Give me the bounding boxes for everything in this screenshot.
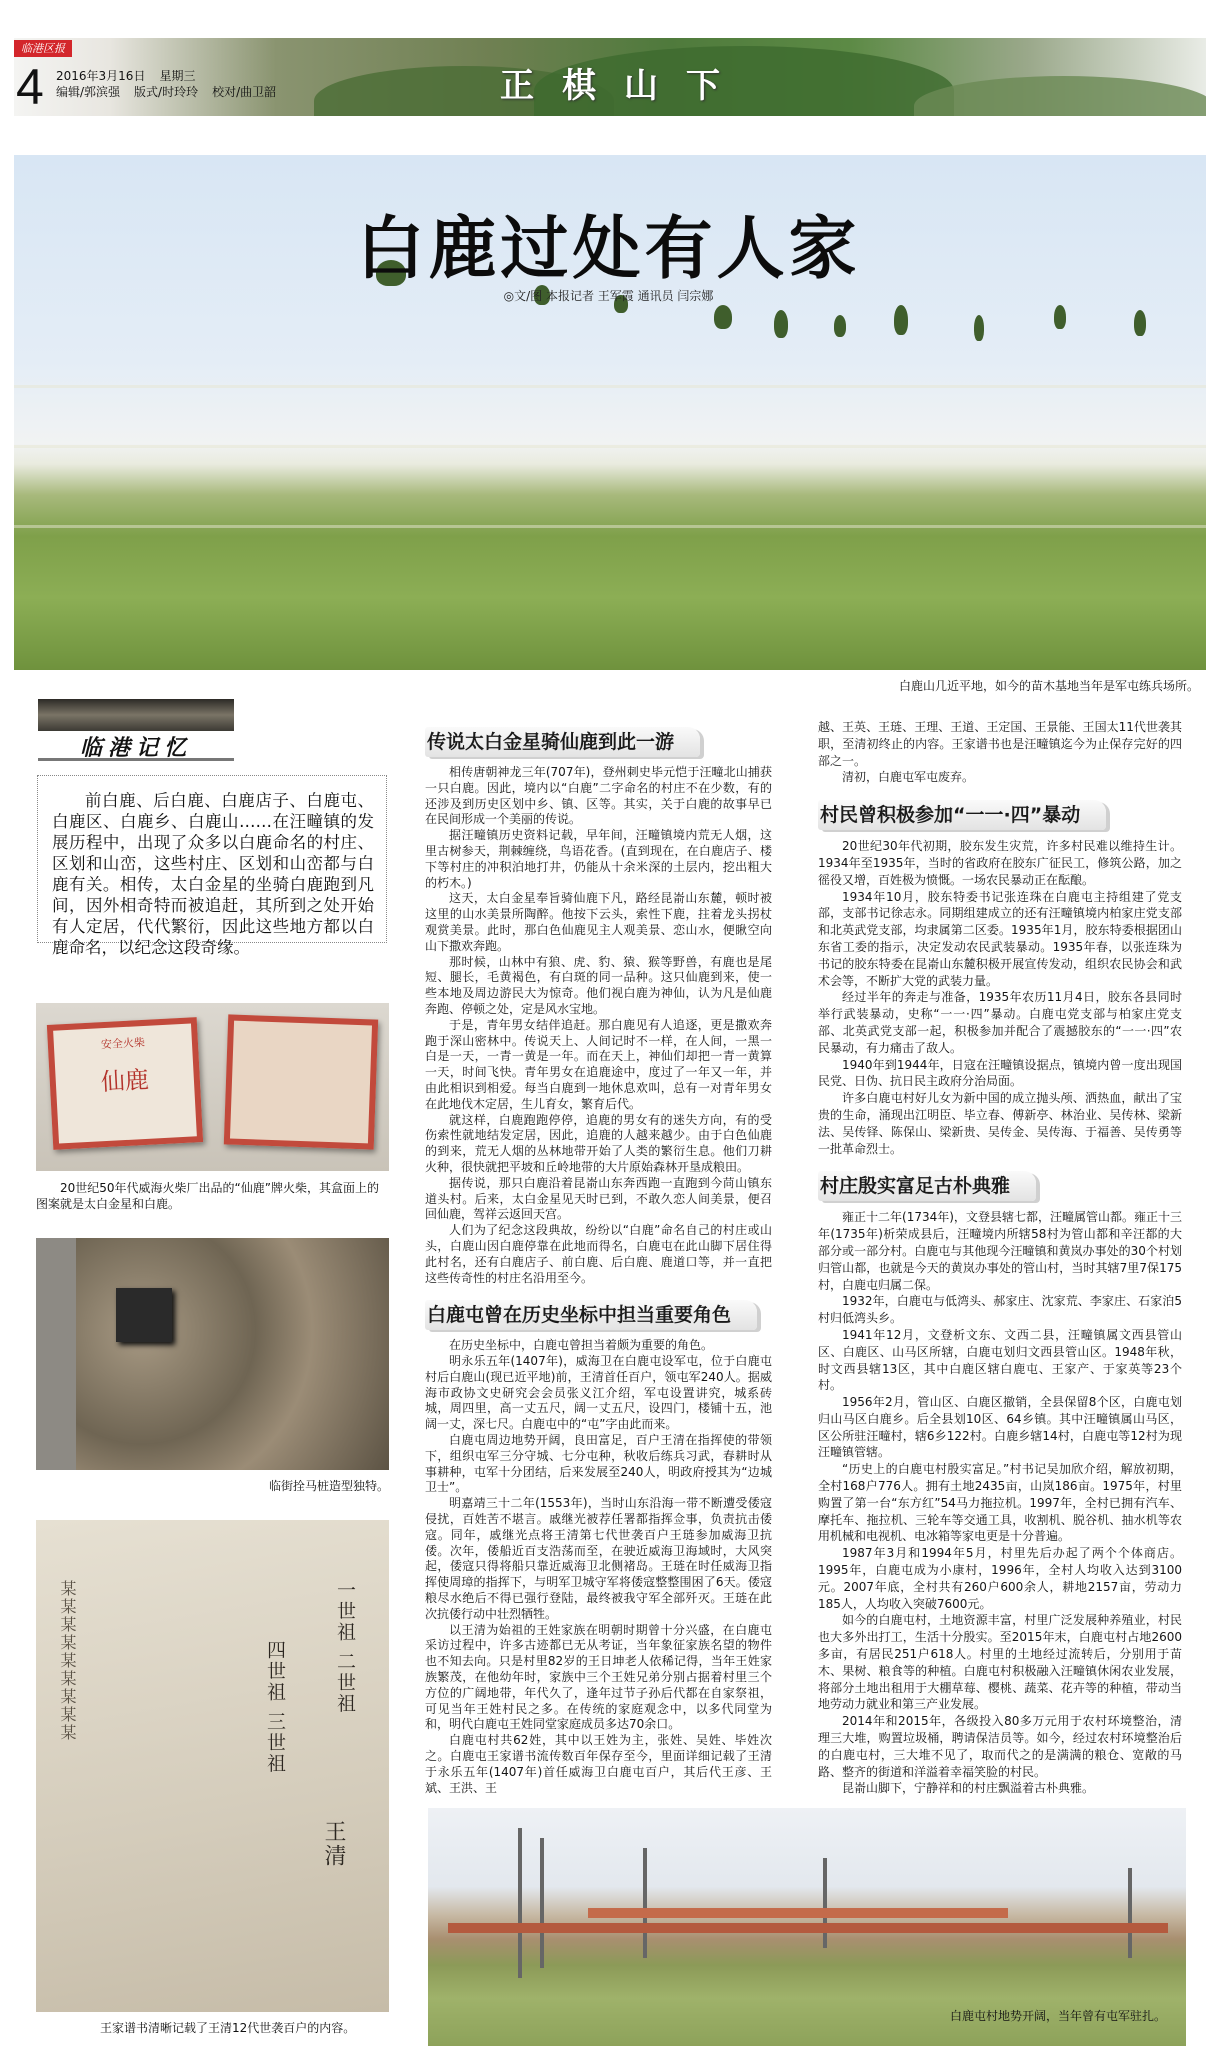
editor-credit: 编辑/郭滨强 xyxy=(56,85,121,99)
article-paragraph: 1934年10月，胶东特委书记张连珠在白鹿屯主持组建了党支部，支部书记徐志永。同期组建成立的还有汪疃镇境内柏家庄党支部和北英武党支部，均隶属第二区委。1935年1月，胶东特委根据团山东省工委的指示，决定发动农民武装暴动。1935年春，以张连珠为书记的胶东特委在昆嵛山东麓积极开展宣传发动，组织农民协会和武术会等，不断扩大党的武装力量。 xyxy=(818,889,1182,988)
hero-photo-caption: 白鹿山几近平地，如今的苗木基地当年是军屯练兵场所。 xyxy=(898,679,1199,693)
sidebar-section-title: 临港记忆 xyxy=(38,731,234,761)
page-number: 4 xyxy=(16,59,44,115)
article-paragraph: 1940年到1944年，日寇在汪疃镇设据点，镇境内曾一度出现国民党、日伪、抗日民主政府分治局面。 xyxy=(818,1057,1182,1089)
article-paragraph: 越、王英、王琏、王理、王道、王定国、王景能、王国太11代世袭其职，至清初终止的内容。王家谱书也是汪疃镇迄今为止保存完好的四部之一。 xyxy=(818,720,1182,768)
section-village xyxy=(818,1171,1182,1797)
article-paragraph: 那时候，山林中有狼、虎、豹、猿、猴等野兽，有鹿也是尾短、腿长，毛黄褐色，有白斑的同一品种。这只仙鹿到来，使一些本地及周边游民大为惊奇。他们视白鹿为神仙，认为凡是仙鹿奔跑、停顿之处，定是风水宝地。 xyxy=(425,954,772,1016)
proofread-credit: 校对/曲卫韶 xyxy=(212,85,277,99)
section-history xyxy=(425,1300,772,1796)
newspaper-logo: 临港区报 xyxy=(14,40,72,57)
section-uprising xyxy=(818,800,1182,1157)
article-paragraph: 相传唐朝神龙三年(707年)，登州刺史毕元恺于汪疃北山捕获一只白鹿。因此，境内以“白鹿”二字命名的村庄不在少数，有的还涉及到历史区划中乡、镇、区等。其实，关于白鹿的故事早已在民间形成一个美丽的传说。 xyxy=(425,765,772,827)
section-heading-history: 白鹿屯曾在历史坐标中担当重要角色 xyxy=(425,1300,757,1330)
matchbox-photo xyxy=(36,1003,389,1171)
genealogy-book-photo: 一世祖 二世祖 四世祖 三世祖 王清 某某某某某某某某某 xyxy=(36,1520,389,2012)
matchbox-back xyxy=(224,1014,378,1149)
article-paragraph: 人们为了纪念这段典故，纷纷以“白鹿”命名自己的村庄或山头，白鹿山因白鹿停靠在此地而得名，白鹿屯在此山脚下居住得此村名，还有白鹿店子、前白鹿、后白鹿、鹿道口等，并一直把这些传奇性的村庄名沿用至今。 xyxy=(425,1223,772,1285)
article-paragraph: 据传说，那只白鹿沿着昆嵛山东奔西跑一直跑到今苘山镇东道头村。后来，太白金星见天时已到，不敢久恋人间美景，便召回仙鹿，驾祥云返回天宫。 xyxy=(425,1175,772,1222)
article-paragraph: 明永乐五年(1407年)，威海卫在白鹿屯设军屯，位于白鹿屯村后白鹿山(现已近平地)前，王清首任百户，领屯军240人。据威海市政协文史研究会会员张义江介绍，军屯设置讲究，城系砖城，周四里，高一丈五尺，阔一丈五尺，设四门，楼铺十五，池阔一丈，深七尺。白鹿屯中的“屯”字由此而来。 xyxy=(425,1354,772,1432)
byline: ◎文/图 本报记者 王军霞 通讯员 闫宗娜 xyxy=(503,289,714,303)
article-paragraph: 据汪疃镇历史资料记载，早年间，汪疃镇境内荒无人烟，这里古树参天，荆棘缠绕，鸟语花香。(直到现在，在白鹿店子、楼下等村庄的冲积泊地打井，仍能从十余米深的土层内，挖出粗大的朽木。) xyxy=(425,828,772,890)
matchbox-label-top: 安全火柴 xyxy=(100,1035,146,1052)
article-paragraph: 2014年和2015年，各级投入80多万元用于农村环境整治，清理三大堆，购置垃圾桶，聘请保洁员等。如今，经过农村环境整治后的白鹿屯村，三大堆不见了，取而代之的是满满的粮仓、宽敞的马路、整齐的街道和洋溢着幸福笑脸的村民。 xyxy=(818,1714,1182,1779)
stone-post-block xyxy=(116,1288,172,1342)
article-paragraph: 白鹿屯周边地势开阔，良田富足，百户王清在指挥使的带领下，组织屯军三分守城、七分屯种，秋收后练兵习武，春耕时从事耕种，屯军十分团结，后来发展至240人，明政府授其为“边城卫士”。 xyxy=(425,1433,772,1495)
genealogy-caption: 王家谱书清晰记载了王清12代世袭百户的内容。 xyxy=(100,2021,356,2035)
village-photo xyxy=(428,1808,1186,2046)
article-paragraph: 如今的白鹿屯村，土地资源丰富，村里广泛发展种养殖业，村民也大多外出打工，生活十分殷实。至2015年末，白鹿屯村占地2600多亩，有居民251户618人。村里的土地经过流转后，分别用于苗木、果树、粮食等的种植。白鹿屯村积极融入汪疃镇休闲农业发展，将部分土地出租用于大棚草莓、樱桃、蔬菜、花卉等的种植，带动当地劳动力就业和第三产业发展。 xyxy=(818,1613,1182,1712)
article-paragraph: 白鹿屯村共62姓，其中以王姓为主，张姓、吴姓、毕姓次之。白鹿屯王家谱书流传数百年保存至今，里面详细记载了王清于永乐五年(1407年)首任威海卫白鹿屯百户，其后代王彦、王斌、王洪、王 xyxy=(425,1733,772,1795)
article-paragraph: 于是，青年男女结伴追赶。那白鹿见有人追逐，更是撒欢奔跑于深山密林中。传说天上、人间记时不一样，在人间，一黑一白是一天，一青一黄是一年。而在天上，神仙们却把一青一黄算一天，时间飞快。青年男女在追鹿途中，度过了一年又一年，并由此相识到相爱。每当白鹿到一地休息欢叫，总有一对青年男女在此地伐木定居，生儿育女，繁育后代。 xyxy=(425,1017,772,1111)
section-heading-village: 村庄殷实富足古朴典雅 xyxy=(818,1171,1036,1201)
intro-box: 前白鹿、后白鹿、白鹿店子、白鹿屯、白鹿区、白鹿乡、白鹿山……在汪疃镇的发展历程中，出现了众多以白鹿命名的村庄、区划和山峦，这些村庄、区划和山峦都与白鹿有关。相传，太白金星的坐骑白鹿跑到凡间，因外相奇特而被追赶，其所到之处开始有人定居，代代繁衍，因此这些地方都以白鹿命名，以纪念这段奇缘。 xyxy=(37,775,387,943)
village-photo-caption: 白鹿屯村地势开阔，当年曾有屯军驻扎。 xyxy=(949,2009,1166,2023)
article-paragraph: 这天，太白金星奉旨骑仙鹿下凡，路经昆嵛山东麓，顿时被这里的山水美景所陶醉。他按下云头，索性下鹿，拄着龙头拐杖观赏美景。此时，那白色仙鹿见主人观美景、恋山水，便瞅空向山下撒欢奔跑。 xyxy=(425,891,772,953)
section-legend xyxy=(425,727,772,1286)
section-heading-uprising: 村民曾积极参加“一一·四”暴动 xyxy=(818,800,1106,830)
memory-banner-image xyxy=(38,699,234,731)
hitching-post-caption: 临街拴马桩造型独特。 xyxy=(268,1479,389,1493)
article-column-middle xyxy=(425,727,772,1796)
article-paragraph: 20世纪30年代初期，胶东发生灾荒，许多村民难以维持生计。1934年至1935年，当时的省政府在胶东广征民工，修筑公路，加之徭役又增，百姓极为愤慨。一场农民暴动正在酝酿。 xyxy=(818,839,1182,887)
article-paragraph: 经过半年的奔走与准备，1935年农历11月4日，胶东各县同时举行武装暴动，史称“一一·四”暴动。白鹿屯党支部与柏家庄党支部、北英武党支部一起，积极参加并配合了震撼胶东的“一一·四”农民暴动，有力痛击了敌人。 xyxy=(818,990,1182,1055)
article-title: 白鹿过处有人家 xyxy=(356,209,861,289)
article-paragraph: 清初，白鹿屯军屯废弃。 xyxy=(842,770,975,785)
section-heading-legend: 传说太白金星骑仙鹿到此一游 xyxy=(425,727,700,757)
layout-credit: 版式/时玲玲 xyxy=(134,85,199,99)
article-column-right xyxy=(818,719,1182,1797)
article-paragraph: 就这样，白鹿跑跑停停，追鹿的男女有的迷失方向，有的受伤索性就地结发定居，因此，追鹿的人越来越少。由于白色仙鹿的到来，荒无人烟的丛林地带开始了人类的繁衍生息。他们刀耕火种，很快就把平坡和丘岭地带的大片原始森林开垦成粮田。 xyxy=(425,1112,772,1174)
weekday: 星期三 xyxy=(159,69,196,83)
article-paragraph: “历史上的白鹿屯村殷实富足。”村书记吴加欣介绍，解放初期，全村168户776人。拥有土地2435亩，山岚186亩。1975年，村里购置了第一台“东方红”54马力拖拉机。1997年，全村已拥有汽车、摩托车、拖拉机、三轮车等交通工具，收割机、脱谷机、抽水机等农用机械和电视机、电冰箱等家电更是十分普遍。 xyxy=(818,1462,1182,1544)
article-paragraph: 许多白鹿屯村好儿女为新中国的成立抛头颅、洒热血，献出了宝贵的生命，涌现出江明臣、毕立春、傅新亭、林治业、吴传林、梁新法、吴传铎、陈保山、梁新贵、吴传金、吴传海、于福善、吴传勇等一批革命烈士。 xyxy=(818,1091,1182,1156)
article-paragraph: 在历史坐标中，白鹿屯曾担当着颇为重要的角色。 xyxy=(449,1338,714,1353)
dateline xyxy=(56,68,290,100)
article-paragraph: 以王清为始祖的王姓家族在明朝时期曾十分兴盛，在白鹿屯采访过程中，许多古迹都已无从考证，当年象征家族名望的物件也不知去向。只是村里82岁的王日坤老人依稀记得，当年王姓家族繁茂，在他幼年时，家族中三个王姓兄弟分别占据着村里三个方位的广阔地带，年代久了，逢年过节子孙后代都在自家祭祖，可见当年王姓村民之多。在传统的家庭观念中，以多代同堂为和，明代白鹿屯王姓同堂家庭成员多达70余口。 xyxy=(425,1622,772,1732)
issue-date: 2016年3月16日 xyxy=(56,69,146,83)
column-name: 正棋山下 xyxy=(500,66,748,106)
article-paragraph: 1987年3月和1994年5月，村里先后办起了两个个体商店。1995年，白鹿屯成为小康村，1996年，全村人均收入达到3100元。2007年底，全村共有260户600余人，耕地2157亩，劳动力185人，人均收入突破7600元。 xyxy=(818,1546,1182,1611)
article-paragraph: 雍正十二年(1734年)，文登县辖七都，汪疃属管山都。雍正十三年(1735年)析荣成县后，汪疃境内所辖58村为管山都和辛汪都的大部分或一部分村。白鹿屯与其他现今汪疃镇和黄岚办事处的30个村划归管山都，也就是今天的黄岚办事处的管山村，当时其辖7里7保175村，白鹿屯归属二保。 xyxy=(818,1210,1182,1292)
article-paragraph: 明嘉靖三十二年(1553年)，当时山东沿海一带不断遭受倭寇侵扰，百姓苦不堪言。戚继光被荐任署都指挥佥事，负责抗击倭寇。同年，戚继光点将王清第七代世袭百户王琏参加威海卫抗倭。次年，倭船近百支浩荡而至，在驶近威海卫海域时，大风突起，倭寇只得将船只靠近威海卫北侧褚岛。王琏在时任威海卫指挥使周璋的指挥下，与明军卫城守军将倭寇整整围困了6天。倭寇粮尽水绝后不得已强行登陆，最终被我守军全部歼灭。王琏在此次抗倭行动中壮烈牺牲。 xyxy=(425,1496,772,1621)
article-paragraph: 1941年12月，文登析文东、文西二县，汪疃镇属文西县管山区、白鹿区、山马区所辖，白鹿屯划归文西县管山区。1948年秋，时文西县辖13区，其中白鹿区辖白鹿屯、王家产、于家英等23个村。 xyxy=(818,1327,1182,1393)
article-paragraph: 1956年2月，管山区、白鹿区撤销，全县保留8个区，白鹿屯划归山马区白鹿乡。后全县划10区、64乡镇。其中汪疃镇属山马区，区公所驻汪疃村，辖6乡122村。白鹿乡辖14村，白鹿屯等12村为现汪疃镇管辖。 xyxy=(818,1395,1182,1460)
matchbox-label-name: 仙鹿 xyxy=(100,1065,150,1097)
article-paragraph: 1932年，白鹿屯与低湾头、郝家庄、沈家荒、李家庄、石家泊5村归低湾头乡。 xyxy=(818,1294,1182,1326)
hitching-post-photo xyxy=(36,1238,389,1470)
matchbox-caption: 20世纪50年代威海火柴厂出品的“仙鹿”牌火柴，其盒面上的图案就是太白金星和白鹿。 xyxy=(36,1181,379,1211)
article-paragraph: 昆嵛山脚下，宁静祥和的村庄飘溢着古朴典雅。 xyxy=(842,1781,1095,1796)
matchbox-front xyxy=(47,1017,203,1150)
